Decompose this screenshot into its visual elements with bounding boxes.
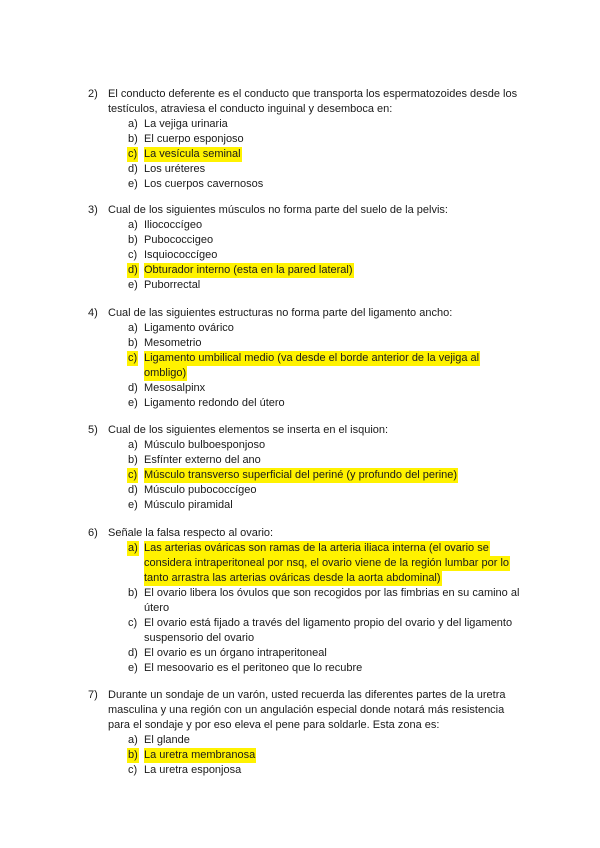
option-text: El cuerpo esponjoso bbox=[144, 133, 244, 145]
option-c bbox=[0, 763, 600, 778]
option-text-highlighted: Músculo transverso superficial del periné (y profundo del perine) bbox=[144, 469, 458, 481]
option-text: El ovario es un órgano intraperitoneal bbox=[144, 647, 327, 659]
option-e bbox=[0, 177, 600, 192]
option-text-highlighted: tanto arrastra las arterias ováricas desde la aorta abdominal) bbox=[144, 572, 441, 584]
option-d bbox=[0, 162, 600, 177]
option-text: Los uréteres bbox=[144, 163, 206, 175]
option-d bbox=[0, 646, 600, 661]
option-letter: d) bbox=[128, 382, 138, 394]
option-a-highlighted bbox=[0, 541, 600, 586]
option-text-highlighted: Las arterias ováricas son ramas de la arteria iliaca interna (el ovario se bbox=[144, 542, 489, 554]
option-letter: d) bbox=[128, 647, 138, 659]
option-b bbox=[0, 233, 600, 248]
option-letter: a) bbox=[128, 322, 138, 334]
option-c bbox=[0, 248, 600, 263]
option-text: Músculo bulboesponjoso bbox=[144, 439, 266, 451]
option-a bbox=[0, 438, 600, 453]
option-letter: b) bbox=[128, 587, 138, 599]
option-text: suspensorio del ovario bbox=[144, 632, 255, 644]
option-letter: c) bbox=[128, 617, 138, 629]
option-letter: b) bbox=[128, 133, 138, 145]
option-c-highlighted bbox=[0, 468, 600, 483]
question-number: 5) bbox=[88, 424, 98, 436]
option-letter: e) bbox=[128, 397, 138, 409]
option-c-highlighted bbox=[0, 351, 600, 381]
question-number: 7) bbox=[88, 689, 98, 701]
option-letter: e) bbox=[128, 178, 138, 190]
option-text-highlighted: considera intraperitoneal por nsq, el ovario viene de la región lumbar por lo bbox=[144, 557, 510, 569]
option-letter: a) bbox=[128, 219, 138, 231]
question-number: 2) bbox=[88, 88, 98, 100]
option-text-highlighted: La uretra membranosa bbox=[144, 749, 256, 761]
option-letter: a) bbox=[128, 734, 138, 746]
option-text: Músculo piramidal bbox=[144, 499, 233, 511]
question-text-line: Durante un sondaje de un varón, usted recuerda las diferentes partes de la uretra bbox=[108, 689, 506, 701]
option-text: Ligamento redondo del útero bbox=[144, 397, 285, 409]
question-number: 4) bbox=[88, 307, 98, 319]
option-text: Iliococcígeo bbox=[144, 219, 203, 231]
question-6 bbox=[0, 526, 600, 676]
option-text: Mesometrio bbox=[144, 337, 202, 349]
question-5 bbox=[0, 423, 600, 513]
option-letter: d) bbox=[128, 163, 138, 175]
option-text: Esfínter externo del ano bbox=[144, 454, 261, 466]
option-b bbox=[0, 586, 600, 616]
option-a bbox=[0, 117, 600, 132]
option-letter: b) bbox=[128, 749, 138, 761]
option-text: El ovario está fijado a través del ligamento propio del ovario y del ligamento bbox=[144, 617, 513, 629]
question-text-line: masculina y una región con un angulación especial donde notará más resistencia bbox=[108, 704, 505, 716]
question-text-line: Cual de los siguientes músculos no forma parte del suelo de la pelvis: bbox=[108, 204, 448, 216]
option-b bbox=[0, 132, 600, 147]
option-letter: e) bbox=[128, 279, 138, 291]
option-d bbox=[0, 381, 600, 396]
option-letter: a) bbox=[128, 118, 138, 130]
option-text: Músculo pubococcígeo bbox=[144, 484, 257, 496]
question-number: 3) bbox=[88, 204, 98, 216]
option-letter: d) bbox=[128, 484, 138, 496]
question-2 bbox=[0, 87, 600, 192]
option-text-highlighted: Ligamento umbilical medio (va desde el borde anterior de la vejiga al bbox=[144, 352, 480, 364]
option-a bbox=[0, 218, 600, 233]
option-letter: c) bbox=[128, 249, 138, 261]
option-text: Mesosalpinx bbox=[144, 382, 206, 394]
question-number: 6) bbox=[88, 527, 98, 539]
option-text: Isquiococcígeo bbox=[144, 249, 218, 261]
option-text-highlighted: Obturador interno (esta en la pared lateral) bbox=[144, 264, 353, 276]
option-b bbox=[0, 453, 600, 468]
question-text-line: Cual de las siguientes estructuras no forma parte del ligamento ancho: bbox=[108, 307, 453, 319]
option-text: La uretra esponjosa bbox=[144, 764, 242, 776]
option-letter: c) bbox=[128, 148, 138, 160]
option-letter: a) bbox=[128, 439, 138, 451]
option-text: El ovario libera los óvulos que son recogidos por las fimbrias en su camino al bbox=[144, 587, 520, 599]
option-text: útero bbox=[144, 602, 170, 614]
option-e bbox=[0, 278, 600, 293]
option-text: Los cuerpos cavernosos bbox=[144, 178, 264, 190]
option-text: El mesoovario es el peritoneo que lo recubre bbox=[144, 662, 363, 674]
question-text-line: El conducto deferente es el conducto que transporta los espermatozoides desde los bbox=[108, 88, 518, 100]
option-d-highlighted bbox=[0, 263, 600, 278]
option-a bbox=[0, 321, 600, 336]
option-e bbox=[0, 498, 600, 513]
option-e bbox=[0, 396, 600, 411]
option-letter: b) bbox=[128, 234, 138, 246]
option-text-highlighted: ombligo) bbox=[144, 367, 187, 379]
option-c bbox=[0, 616, 600, 646]
option-letter: e) bbox=[128, 499, 138, 511]
option-text: Puborrectal bbox=[144, 279, 201, 291]
option-text: La vejiga urinaria bbox=[144, 118, 228, 130]
question-3 bbox=[0, 203, 600, 293]
option-letter: e) bbox=[128, 662, 138, 674]
option-letter: d) bbox=[128, 264, 138, 276]
option-letter: b) bbox=[128, 454, 138, 466]
option-text: El glande bbox=[144, 734, 190, 746]
option-letter: c) bbox=[128, 764, 138, 776]
option-c-highlighted bbox=[0, 147, 600, 162]
option-letter: c) bbox=[128, 352, 138, 364]
option-text-highlighted: La vesícula seminal bbox=[144, 148, 241, 160]
option-text: Pubococcigeo bbox=[144, 234, 214, 246]
option-letter: a) bbox=[128, 542, 138, 554]
option-e bbox=[0, 661, 600, 676]
option-b bbox=[0, 336, 600, 351]
question-text-line: para el sondaje y por eso eleva el pene para soldarle. Esta zona es: bbox=[108, 719, 440, 731]
question-7 bbox=[0, 688, 600, 778]
question-4 bbox=[0, 306, 600, 411]
option-text: Ligamento ovárico bbox=[144, 322, 234, 334]
question-text-line: Señale la falsa respecto al ovario: bbox=[108, 527, 274, 539]
option-a bbox=[0, 733, 600, 748]
option-letter: c) bbox=[128, 469, 138, 481]
option-b-highlighted bbox=[0, 748, 600, 763]
question-text-line: Cual de los siguientes elementos se inserta en el isquion: bbox=[108, 424, 389, 436]
option-letter: b) bbox=[128, 337, 138, 349]
option-d bbox=[0, 483, 600, 498]
question-text-line: testículos, atraviesa el conducto inguinal y desemboca en: bbox=[108, 103, 393, 115]
